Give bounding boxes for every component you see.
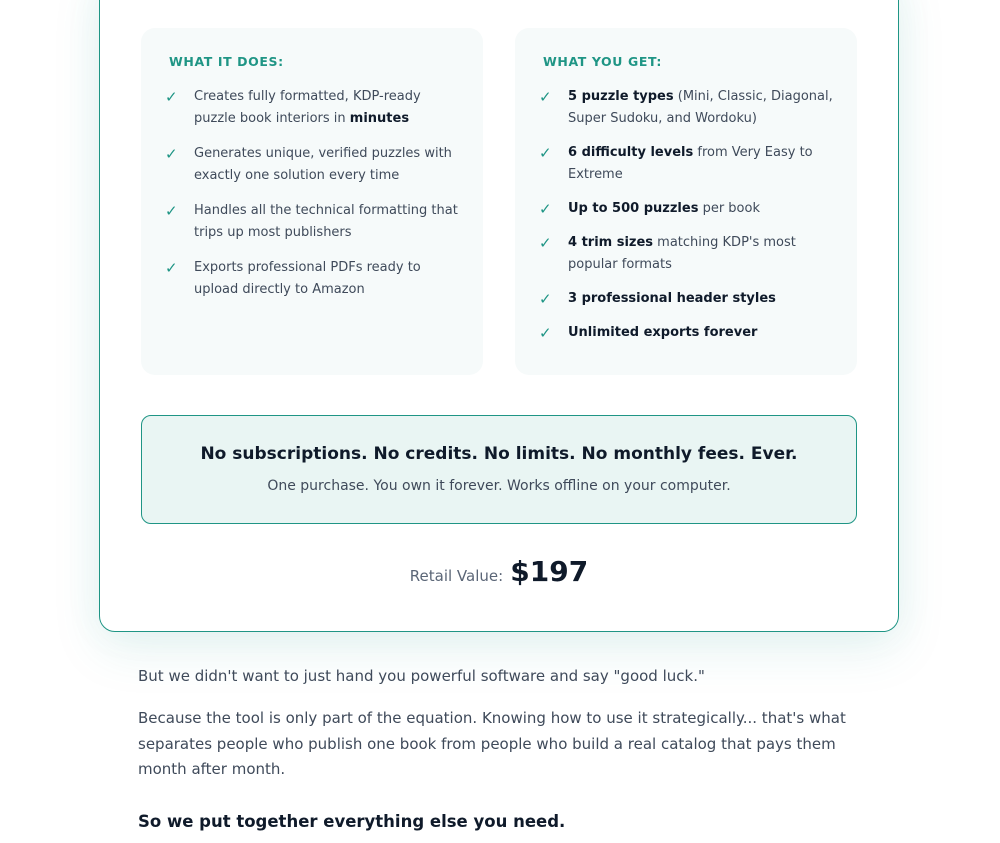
what-you-get-title: WHAT YOU GET: <box>543 54 663 69</box>
check-icon: ✓ <box>539 290 552 308</box>
benefit-item <box>539 288 839 310</box>
body-paragraph-1: But we didn't want to just hand you powerful software and say "good luck." <box>138 667 705 685</box>
check-icon: ✓ <box>165 202 178 220</box>
benefit-text: 4 trim sizes matching KDP's most popular formats <box>568 235 796 272</box>
benefit-item <box>539 322 839 344</box>
feature-item <box>165 200 465 244</box>
check-icon: ✓ <box>539 324 552 342</box>
retail-value <box>100 555 898 588</box>
what-you-get-list <box>539 86 839 356</box>
check-icon: ✓ <box>165 88 178 106</box>
what-you-get-panel <box>515 28 857 375</box>
feature-item <box>165 143 465 187</box>
feature-text: Exports professional PDFs ready to upload directly to Amazon <box>194 260 421 297</box>
feature-text: Handles all the technical formatting that trips up most publishers <box>194 203 458 240</box>
check-icon: ✓ <box>539 234 552 252</box>
benefit-item <box>539 198 839 220</box>
benefit-text: Up to 500 puzzles per book <box>568 201 760 216</box>
check-icon: ✓ <box>165 145 178 163</box>
benefit-item <box>539 142 839 186</box>
feature-item <box>165 86 465 130</box>
no-limits-callout <box>141 415 857 524</box>
retail-value-price: $197 <box>510 555 589 588</box>
benefit-text: 3 professional header styles <box>568 291 776 306</box>
benefit-text: 6 difficulty levels from Very Easy to Extreme <box>568 145 813 182</box>
retail-value-label: Retail Value: <box>409 567 504 585</box>
no-limits-subtext: One purchase. You own it forever. Works offline on your computer. <box>267 478 731 494</box>
feature-item <box>165 257 465 301</box>
check-icon: ✓ <box>539 200 552 218</box>
check-icon: ✓ <box>539 88 552 106</box>
benefit-text: Unlimited exports forever <box>568 325 758 340</box>
check-icon: ✓ <box>165 259 178 277</box>
feature-text: Generates unique, verified puzzles with exactly one solution every time <box>194 146 452 183</box>
benefit-text: 5 puzzle types (Mini, Classic, Diagonal, Super Sudoku, and Wordoku) <box>568 89 833 126</box>
what-it-does-title: WHAT IT DOES: <box>169 54 284 69</box>
what-it-does-panel <box>141 28 483 375</box>
body-paragraph-2: Because the tool is only part of the equation. Knowing how to use it strategically... that's what separates people who publish one book from people who build a real catalog that pays them month after month. <box>138 709 846 778</box>
what-it-does-list <box>165 86 465 314</box>
body-emphasis: So we put together everything else you need. <box>138 812 566 831</box>
check-icon: ✓ <box>539 144 552 162</box>
benefit-item <box>539 86 839 130</box>
no-limits-headline: No subscriptions. No credits. No limits. No monthly fees. Ever. <box>200 444 798 464</box>
product-card <box>99 0 899 632</box>
benefit-item <box>539 232 839 276</box>
feature-text: Creates fully formatted, KDP-ready puzzle book interiors in minutes <box>194 89 421 126</box>
